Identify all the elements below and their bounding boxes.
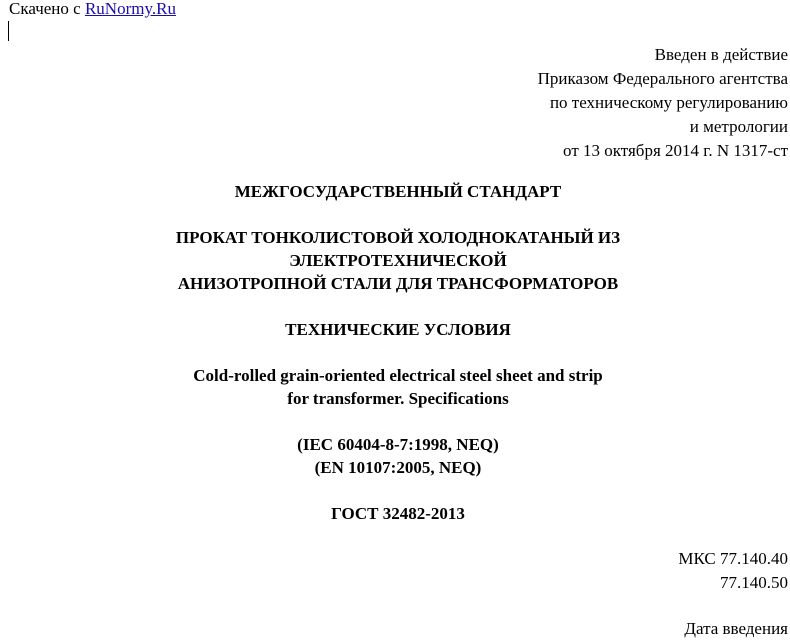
mks-block xyxy=(678,547,788,595)
title-en-block xyxy=(0,364,790,410)
introduction-line: Приказом Федерального агентства xyxy=(537,69,788,88)
standard-type: МЕЖГОСУДАРСТВЕННЫЙ СТАНДАРТ xyxy=(234,182,562,201)
title-ru-line: ЭЛЕКТРОТЕХНИЧЕСКОЙ xyxy=(289,251,507,270)
reference-line: (EN 10107:2005, NEQ) xyxy=(314,458,482,477)
text-cursor xyxy=(8,21,9,41)
introduction-line: и метрологии xyxy=(689,117,788,136)
title-en-line: Cold-rolled grain-oriented electrical steel sheet and strip xyxy=(193,366,603,385)
introduction-line: Введен в действие xyxy=(654,45,788,64)
title-en-line: for transformer. Specifications xyxy=(287,389,509,408)
source-prefix: Скачено с xyxy=(9,0,85,18)
title-ru-line: АНИЗОТРОПНОЙ СТАЛИ ДЛЯ ТРАНСФОРМАТОРОВ xyxy=(177,274,619,293)
standard-type-heading xyxy=(0,180,790,203)
mks-line: 77.140.50 xyxy=(720,573,788,592)
source-line xyxy=(9,0,176,20)
gost-number-block xyxy=(0,502,790,525)
mks-line: МКС 77.140.40 xyxy=(678,549,788,568)
subtitle-ru: ТЕХНИЧЕСКИЕ УСЛОВИЯ xyxy=(285,320,511,339)
introduction-line: по техническому регулированию xyxy=(549,93,788,112)
references-block xyxy=(0,433,790,479)
title-ru-block xyxy=(0,226,790,295)
source-link[interactable]: RuNormy.Ru xyxy=(84,0,176,18)
gost-number: ГОСТ 32482-2013 xyxy=(331,504,465,523)
title-ru-line: ПРОКАТ ТОНКОЛИСТОВОЙ ХОЛОДНОКАТАНЫЙ ИЗ xyxy=(175,228,621,247)
subtitle-ru-block xyxy=(0,318,790,341)
introduction-line: от 13 октября 2014 г. N 1317-ст xyxy=(563,141,788,160)
date-label: Дата введения xyxy=(684,619,788,638)
reference-line: (IEC 60404-8-7:1998, NEQ) xyxy=(297,435,499,454)
introduction-block xyxy=(538,43,788,163)
